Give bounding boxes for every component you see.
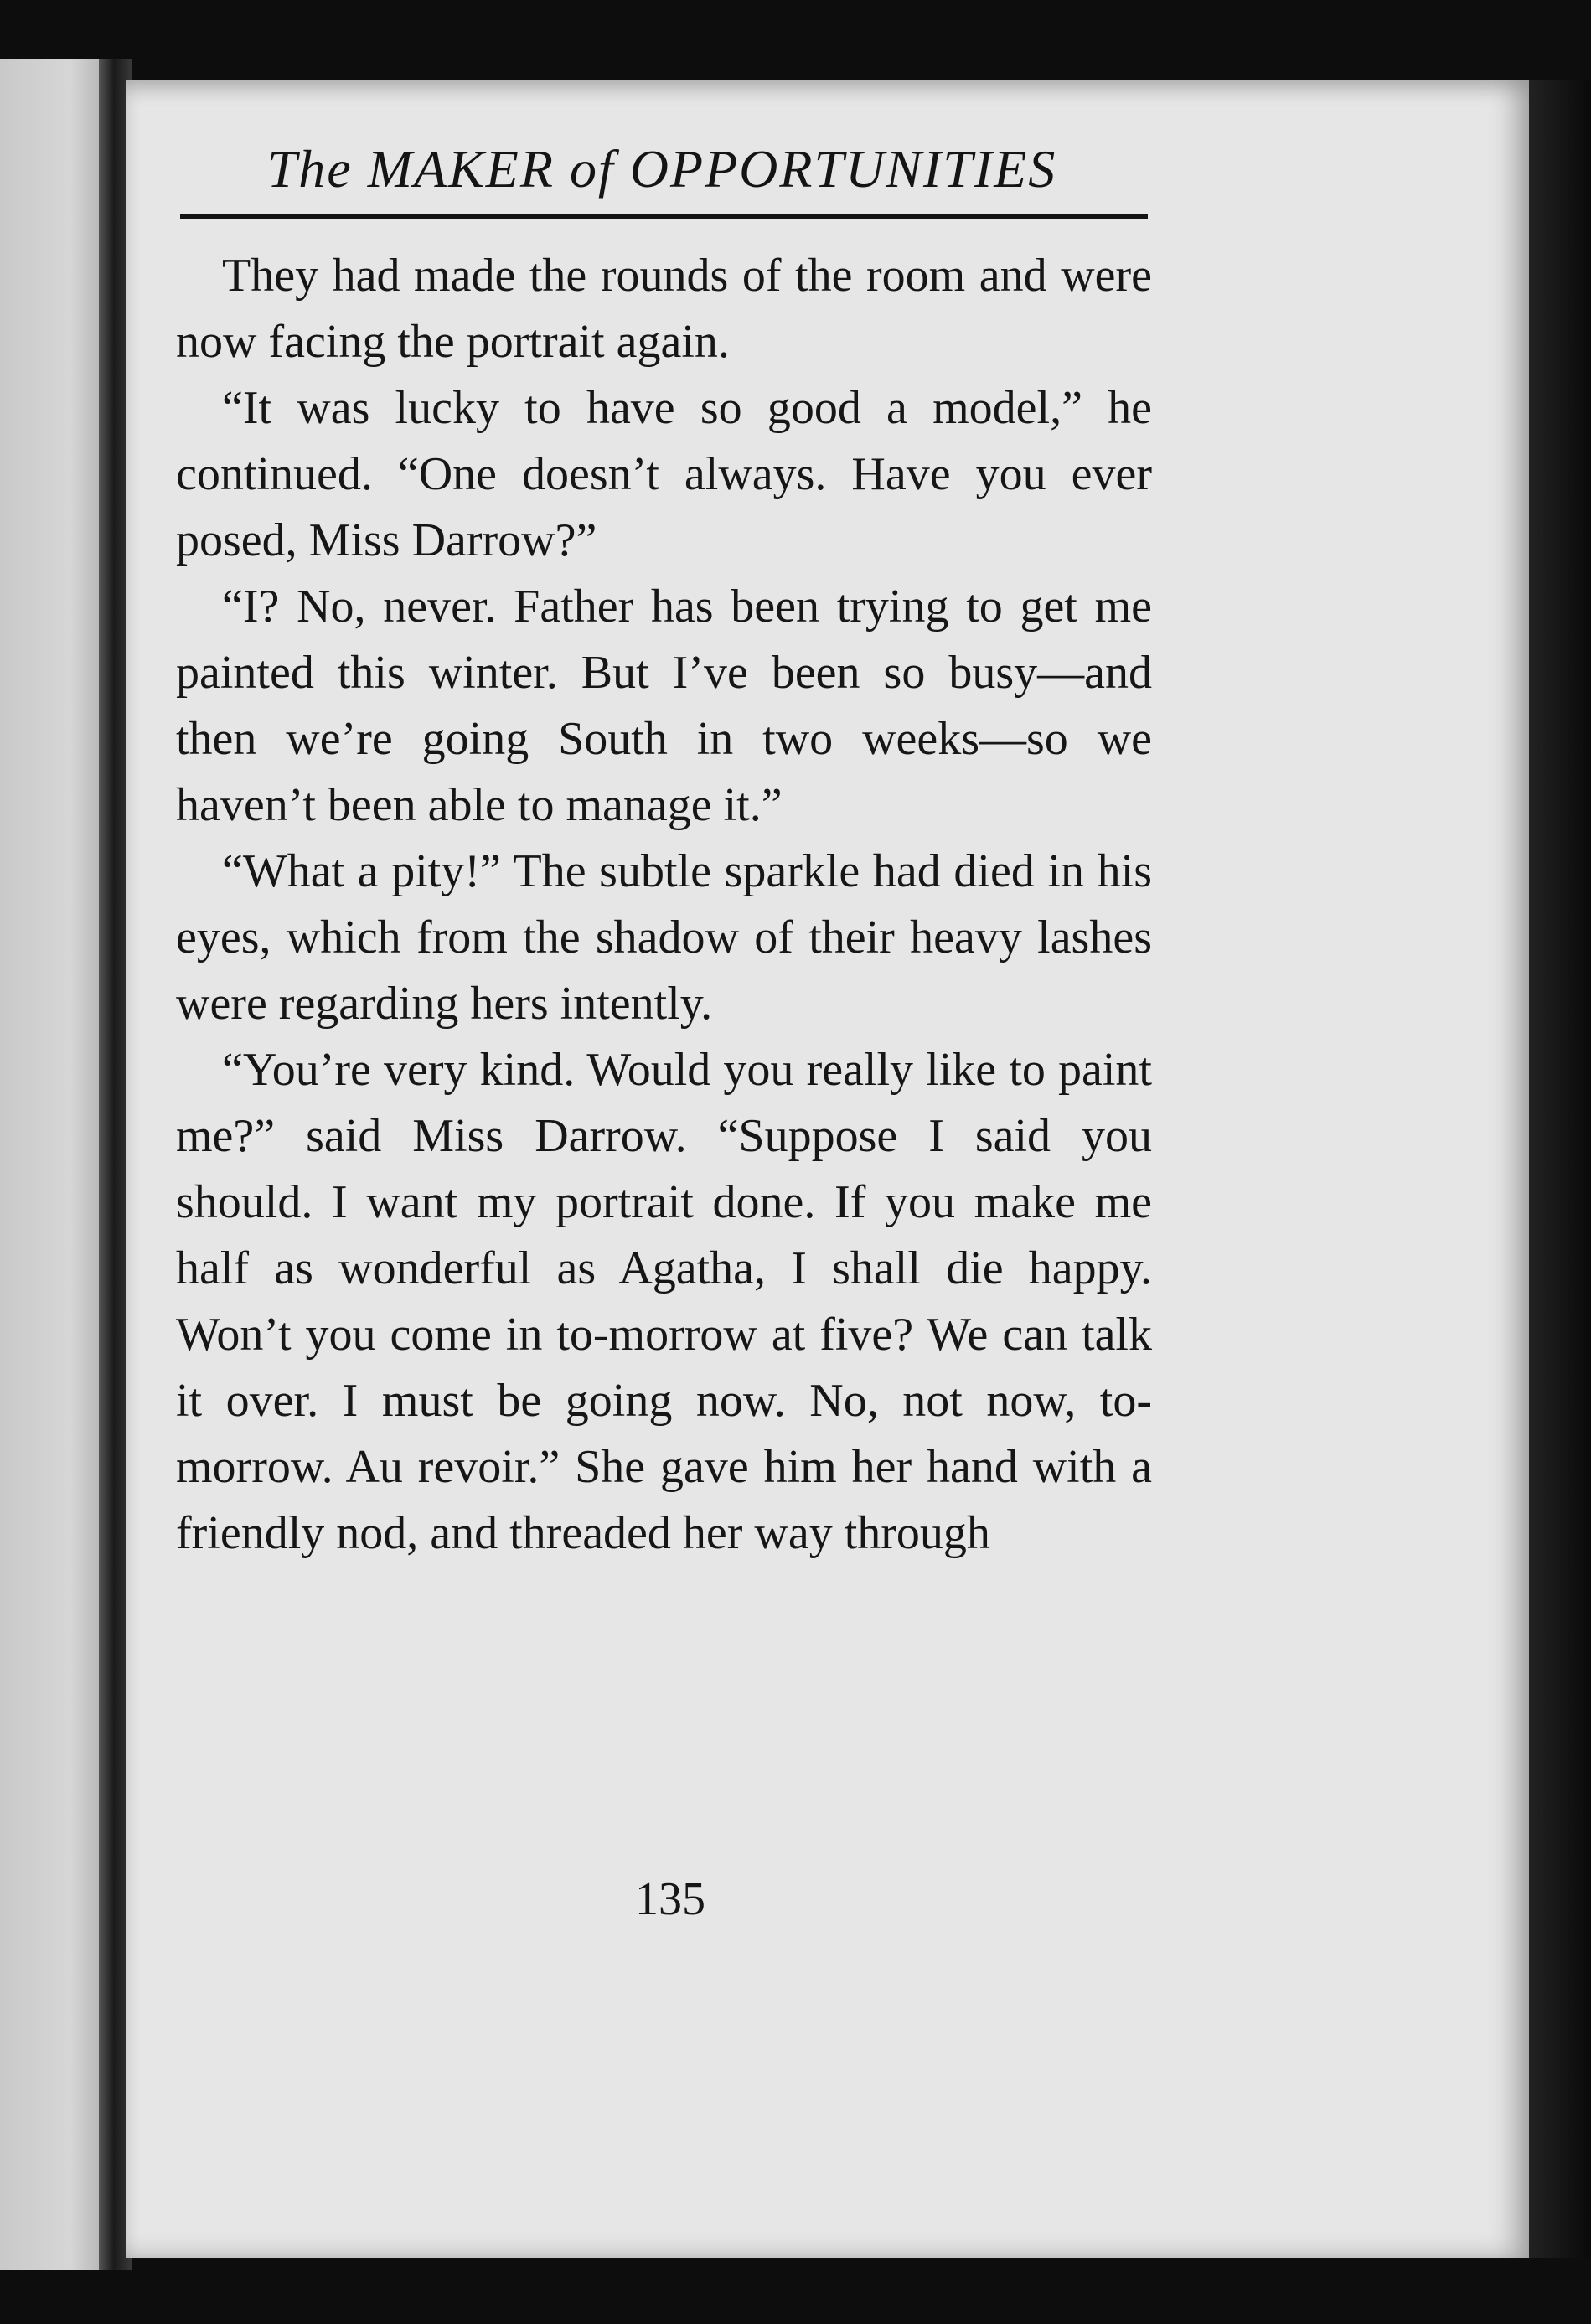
body-text <box>176 243 1152 1567</box>
running-head: The MAKER of OPPORTUNITIES <box>266 139 1057 199</box>
paragraph: “You’re very kind. Would you really like to paint me?” said Miss Darrow. “Suppose I said you should. I want my portrait done. If you make me half as wonderful as Agatha, I shall die happy. Won’t you come in to-morrow at five? We can talk it over. I must be going now. No, not now, to-morrow. Au revoir.” She gave him her hand with a friendly nod, and threaded her way through <box>176 1044 1152 1559</box>
paragraph: “What a pity!” The subtle sparkle had died in his eyes, which from the shadow of their heavy lashes were regarding hers intently. <box>176 845 1152 1030</box>
page-number: 135 <box>635 1873 705 1925</box>
paragraph: “I? No, never. Father has been trying to get me painted this winter. But I’ve been so busy—and then we’re going South in two weeks—so we haven’t been able to manage it.” <box>176 581 1152 831</box>
page-edge-shadow <box>1529 80 1591 2258</box>
header-rule <box>180 214 1148 219</box>
paragraph: They had made the rounds of the room and were now facing the portrait again. <box>176 250 1152 368</box>
paragraph: “It was lucky to have so good a model,” he continued. “One doesn’t always. Have you ever posed, Miss Darrow?” <box>176 382 1152 566</box>
